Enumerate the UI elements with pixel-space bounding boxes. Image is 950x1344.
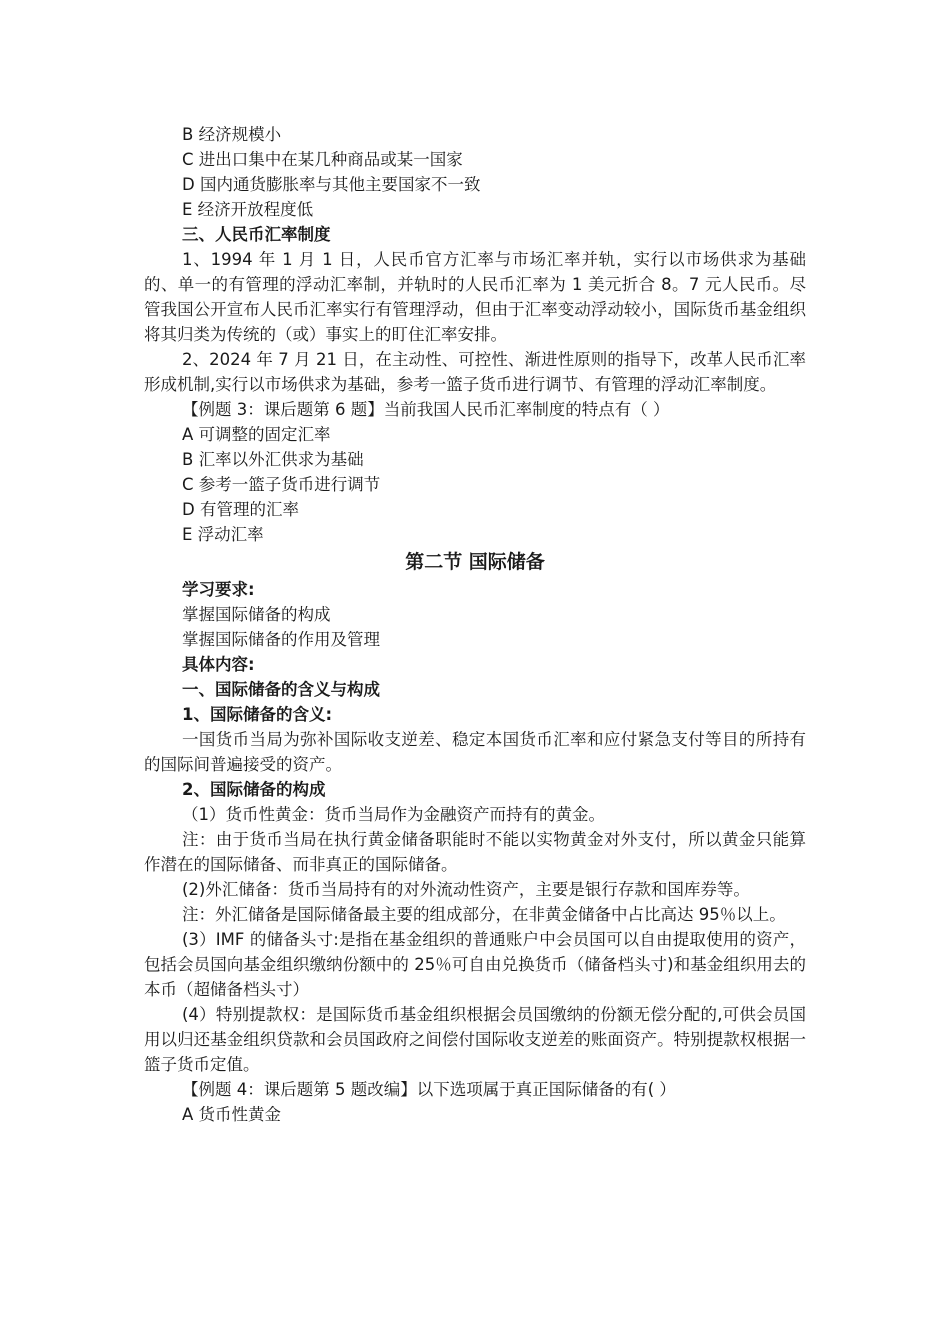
subsection-heading-1-2: 2、国际储备的构成 <box>182 780 326 799</box>
option-c: C 进出口集中在某几种商品或某一国家 <box>182 150 463 169</box>
learning-requirements-label: 学习要求: <box>182 580 255 599</box>
section-title-international-reserves: 第二节 国际储备 <box>405 551 545 573</box>
content-label: 具体内容: <box>182 655 255 674</box>
example-3-option-c: C 参考一篮子货币进行调节 <box>182 475 381 494</box>
example-3-option-d: D 有管理的汇率 <box>182 500 299 519</box>
definition-paragraph: 一国货币当局为弥补国际收支逆差、稳定本国货币汇率和应付紧急支付等目的所持有的国际间普遍接受的资产。 <box>144 730 806 774</box>
imf-reserve-item: (3）IMF 的储备头寸:是指在基金组织的普通账户中会员国可以自由提取使用的资产，包括会员国向基金组织缴纳份额中的 25％可自由兑换货币（储备档头寸)和基金组织用去的本币（超储备档头寸） <box>144 930 806 999</box>
example-3-question: 【例题 3：课后题第 6 题】当前我国人民币汇率制度的特点有（ ） <box>182 400 670 419</box>
subsection-heading-1-1: 1、国际储备的含义: <box>182 705 333 724</box>
learning-requirement-1: 掌握国际储备的构成 <box>182 605 331 624</box>
document-body <box>144 122 806 1127</box>
example-4-question: 【例题 4：课后题第 5 题改编】以下选项属于真正国际储备的有( ） <box>182 1080 676 1099</box>
rmb-paragraph-2: 2、2024 年 7 月 21 日，在主动性、可控性、渐进性原则的指导下，改革人民币汇率形成机制,实行以市场供求为基础，参考一篮子货币进行调节、有管理的浮动汇率制度。 <box>144 350 806 394</box>
section-heading-rmb-regime: 三、人民币汇率制度 <box>182 225 331 244</box>
subsection-heading-1: 一、国际储备的含义与构成 <box>182 680 380 699</box>
option-e: E 经济开放程度低 <box>182 200 314 219</box>
gold-item: （1）货币性黄金：货币当局作为金融资产而持有的黄金。 <box>182 805 605 824</box>
option-d: D 国内通货膨胀率与其他主要国家不一致 <box>182 175 481 194</box>
gold-note: 注：由于货币当局在执行黄金储备职能时不能以实物黄金对外支付，所以黄金只能算作潜在的国际储备、而非真正的国际储备。 <box>144 830 806 874</box>
example-3-option-b: B 汇率以外汇供求为基础 <box>182 450 364 469</box>
sdr-item: (4）特别提款权：是国际货币基金组织根据会员国缴纳的份额无偿分配的,可供会员国用以归还基金组织贷款和会员国政府之间偿付国际收支逆差的账面资产。特别提款权根据一篮子货币定值。 <box>144 1005 806 1074</box>
example-4-option-a: A 货币性黄金 <box>182 1105 282 1124</box>
learning-requirement-2: 掌握国际储备的作用及管理 <box>182 630 380 649</box>
forex-note: 注：外汇储备是国际储备最主要的组成部分，在非黄金储备中占比高达 95％以上。 <box>182 905 786 924</box>
example-3-option-e: E 浮动汇率 <box>182 525 264 544</box>
rmb-paragraph-1: 1、1994 年 1 月 1 日，人民币官方汇率与市场汇率并轨，实行以市场供求为基础的、单一的有管理的浮动汇率制，并轨时的人民币汇率为 1 美元折合 8。7 元人民币。尽管我国公开宣布人民币汇率实行有管理浮动，但由于汇率变动浮动较小，国际货币基金组织将其归类为传统的（或）事实上的盯住汇率安排。 <box>144 250 806 344</box>
example-3-option-a: A 可调整的固定汇率 <box>182 425 331 444</box>
forex-item: (2)外汇储备：货币当局持有的对外流动性资产，主要是银行存款和国库券等。 <box>182 880 750 899</box>
option-b: B 经济规模小 <box>182 125 282 144</box>
